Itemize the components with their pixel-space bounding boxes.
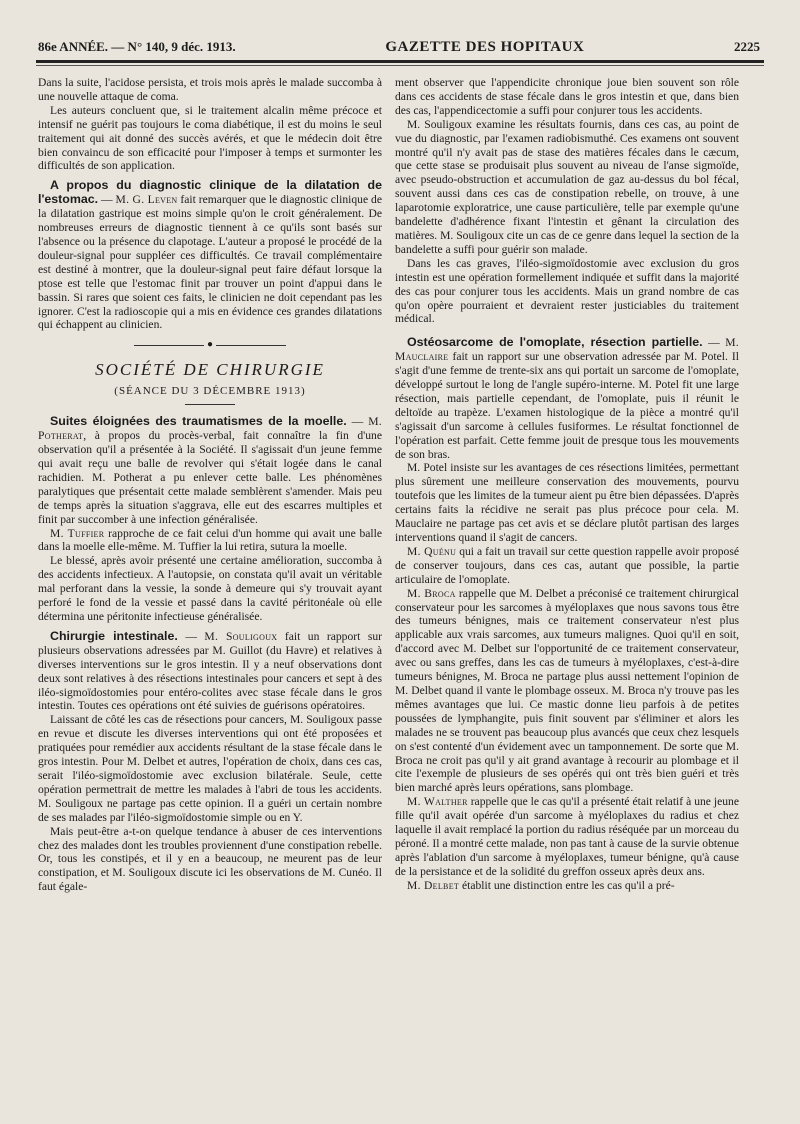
paragraph: Laissant de côté les cas de résections pour cancers, M. Souligoux passe en revue et discute les diverses interventions qui ont été proposées et pratiquées pour remédier aux accidents résultant de la stase fécale dans le gros intestin. Pour M. Delbet et autres, l'opération de choix, dans ces cas, serait l'iléo-sigmoïdostomie avec exclusion bilatérale. Seule, cette opération permettrait de mettre les malades à l'abri de tous les accidents. M. Souligoux ne partage pas cette opinion. Il a guéri un certain nombre de ses malades par l'iléo-sigmoïdostomie simple ou en Y. <box>38 713 382 824</box>
paragraph: M. Tuffier rapproche de ce fait celui d'un homme qui avait une balle dans la moelle elle-même. M. Tuffier la lui retira, sutura la moelle. <box>38 526 382 554</box>
ornament-divider: ● <box>38 340 382 350</box>
article-heading: A propos du diagnostic clinique de la dilatation de l'estomac. <box>38 178 382 207</box>
paragraph: Les auteurs concluent que, si le traitement alcalin même précoce et intensif ne guérit pas toujours le coma diabétique, il est du moins le seul traitement qui ait donné des succès avérés, et que le médecin doit être bien convaincu de son efficacité pour l'imposer à temps et surmonter les difficultés de son application. <box>38 103 382 173</box>
journal-title: GAZETTE DES HOPITAUX <box>385 38 585 55</box>
author-name: M. Broca <box>407 586 456 600</box>
article-paragraph: A propos du diagnostic clinique de la dilatation de l'estomac. — M. G. Leven fait remarquer que le diagnostic clinique de la dilatation gastrique est moins simple qu'on le croit généralement. De nombreuses erreurs de diagnostic tiennent à ce qu'ils sont basés sur l'absence ou la présence du clapotage. L'auteur a proposé le procédé de la douleur-signal pour suppléer ces difficultés. Ce travail complémentaire est destiné à montrer, que la douleur-signal peut faire défaut lorsque la ptose est telle que l'estomac finit par trouver un point d'appui dans le bassin. Si rares que soient ces faits, le clinicien ne doit cependant pas les ignorer. C'est la radioscopie qui a mis en évidence ces grandes dilatations qui échappent au clinicien. <box>38 178 382 332</box>
author-name: M. Mauclaire <box>395 336 739 364</box>
author-name: M. Potherat <box>38 415 382 443</box>
short-rule <box>185 404 235 405</box>
header-rule-thick <box>36 60 764 63</box>
paragraph: Mais peut-être a-t-on quelque tendance à abuser de ces interventions chez des malades dont les troubles proviennent d'une constipation rebelle. Or, tous les constipés, et il y en a beaucoup, ne meurent pas de leur constipation, et M. Souligoux discute ici les observations de M. Cunéo. Il faut égale- <box>38 824 382 894</box>
paragraph: ment observer que l'appendicite chronique joue bien souvent son rôle dans ces accidents de stase fécale dans le gros intestin et que, dans bien des cas, l'appendicectomie a suffi pour conjurer tous les accidents. <box>395 76 739 117</box>
author-name: M. Walther <box>407 795 468 809</box>
section-title: SOCIÉTÉ DE CHIRURGIE <box>95 360 325 380</box>
paragraph: Dans la suite, l'acidose persista, et trois mois après le malade succomba à une nouvelle attaque de coma. <box>38 76 382 103</box>
paragraph: M. Quénu qui a fait un travail sur cette question rappelle avoir proposé de conserver toujours, dans ces cas, autant que possible, la partie articulaire de l'omoplate. <box>395 544 739 586</box>
session-date: (SÉANCE DU 3 DÉCEMBRE 1913) <box>114 385 306 398</box>
author-name: M. Souligoux <box>204 629 278 643</box>
paragraph: M. Delbet établit une distinction entre les cas qu'il a pré- <box>407 878 675 892</box>
paragraph: M. Potel insiste sur les avantages de ces résections limitées, permettant plus sûrement une meilleure conservation des mouvements, pourvu toutefois que les limites de la tumeur aient pu être bien dépassées. D'après certains faits la récidive ne serait pas plus précoce pour cela. M. Mauclaire ne partage pas cet avis et se déclare plutôt partisan des larges interventions quand il s'agit de cancers. <box>395 461 739 544</box>
page-number: 2225 <box>733 39 760 54</box>
page-header <box>38 36 760 58</box>
article-heading: Suites éloignées des traumatismes de la moelle. <box>50 414 347 429</box>
paragraph: Le blessé, après avoir présenté une certaine amélioration, succomba à des accidents infectieux. A l'autopsie, on constata qu'il avait un véritable mal perforant dans la vessie, la sonde à demeure qui s'y trouvait ayant perforé le fond de la vessie et passé dans la cavité péritonéale où elle détermina une péritonite infectieuse généralisée. <box>38 554 382 623</box>
article-heading: Ostéosarcome de l'omoplate, résection partielle. <box>407 335 703 350</box>
issue-info: 86e ANNÉE. — N° 140, 9 déc. 1913. <box>38 39 236 54</box>
article-paragraph: Chirurgie intestinale. — M. Souligoux fait un rapport sur plusieurs observations adressées par M. Guillot (du Havre) et relatives à diverses interventions sur le gros intestin. Il y a neuf observations dont deux sont relatives à des résections intestinales pour cancers et sept à des iléo-sigmoïdostomies pour entéro-colites avec stase fécale dans le gros intestin. Toutes ces opérations ont été suivies de guérisons opératoires. <box>38 628 382 713</box>
paragraph: Dans les cas graves, l'iléo-sigmoïdostomie avec exclusion du gros intestin est une opération formellement indiquée et suffit dans la majorité des cas pour conjurer tous les accidents. Mais un grand nombre de cas qu'on opère pourraient et devraient rester justiciables du traitement médical. <box>395 256 739 326</box>
article-paragraph: Suites éloignées des traumatismes de la moelle. — M. Potherat, à propos du procès-verbal, fait connaître la fin d'une observation qu'il a présentée à la Société. Il s'agissait d'un jeune femme qui avait reçu une balle de revolver qui s'était logée dans le canal rachidien. M. Potherat a pu enlever cette balle. Les phénomènes paralytiques que présentait cette malade semblèrent s'amender. Mais peu de temps après la situation s'aggrava, elle eut des escarres multiples et finit par succomber à une infection généralisée. <box>38 414 382 526</box>
author-name: M. Tuffier <box>50 526 105 540</box>
author-name: M. Delbet <box>407 878 460 892</box>
paragraph: M. Souligoux examine les résultats fournis, dans ces cas, au point de vue du diagnostic, par l'examen radiobismuthé. Ces examens ont souvent montré qu'il n'y avait pas de stase des matières fécales dans le cæcum, que cette stase se produisait plus souvent au niveau de l'anse sigmoïde, avec pseudo-obstruction et accumulation de gaz au-dessus du bol fécal, souvent aussi dans ces cas de constipation rebelle, on trouve, à une laparotomie exploratrice, une cause particulière, telle par exemple qu'une bandelette d'adhérence fixant l'intestin et gênant la circulation des matières. M. Souligoux cite un cas de ce genre dans lequel la section de la bandelette a suffi pour guérir son malade. <box>395 117 739 256</box>
header-rule-thin <box>36 65 764 66</box>
author-name: M. Quénu <box>407 544 457 558</box>
paragraph: M. Walther rappelle que le cas qu'il a présenté était relatif à une jeune fille qu'il avait opérée d'un sarcome à myéloplaxes du radius et chez laquelle il avait remplacé la portion du radius réséquée par un morceau du péroné. Il a montré cette malade, non pas tant à cause de la survie obtenue après l'ablation d'un sarcome à myéloplaxes, tumeur bénigne, qu'à cause de la persistance et de la solidité du greffon osseux après deux ans. <box>395 795 739 878</box>
paragraph: M. Broca rappelle que M. Delbet a préconisé ce traitement chirurgical conservateur pour les sarcomes à myéloplaxes que nous savons tous être des tumeurs bénignes, mais ce traitement conservateur n'est plus applicable aux vrais sarcomes, aux tumeurs malignes. Quoi qu'il en soit, d'accord avec M. Delbet sur l'opportunité de ce traitement conservateur, avec ou sans greffes, dans les cas de tumeurs à myéloplaxes, c'est-à-dire tumeurs bénignes, M. Broca ne partage plus aussi nettement l'opinion de M. Delbet quand il vante le plombage osseux. M. Broca n'y trouve pas les mêmes avantages que lui. Ce mastic donne lieu parfois à de petites poussées de lymphangite, puis finit souvent par s'éliminer et alors les malades ne se trouvent pas beaucoup plus avancés que ceux chez lesquels on s'est contenté d'un évidement avec un tamponnement. De sorte que M. Broca ne croit pas qu'il y ait grand avantage à recourir au plombage et il cite l'exemple de plusieurs de ses opérés qui ont très bien guéri et très bien marché après leurs opérations, sans plombage. <box>395 586 740 795</box>
author-name: M. G. Leven <box>115 193 178 207</box>
right-column <box>395 76 739 893</box>
left-column <box>38 76 382 894</box>
article-heading: Chirurgie intestinale. <box>50 628 178 643</box>
article-paragraph: Ostéosarcome de l'omoplate, résection partielle. — M. Mauclaire fait un rapport sur une observation adressée par M. Potel. Il s'agit d'une femme de trente-six ans qui portait un sarcome de l'omoplate, développé surtout le long de l'angle supéro-interne. M. Potel fit une large résection, mais partielle cependant, de l'omoplate, puis il réunit le deltoïde au trapèze. L'examen histologique de la pièce a montré qu'il s'agissait d'un sarcome à cellules fusiformes. Le résultat fonctionnel de l'opération est parfait. Cette femme jouit de presque tous les mouvements de son bras. <box>395 335 739 461</box>
